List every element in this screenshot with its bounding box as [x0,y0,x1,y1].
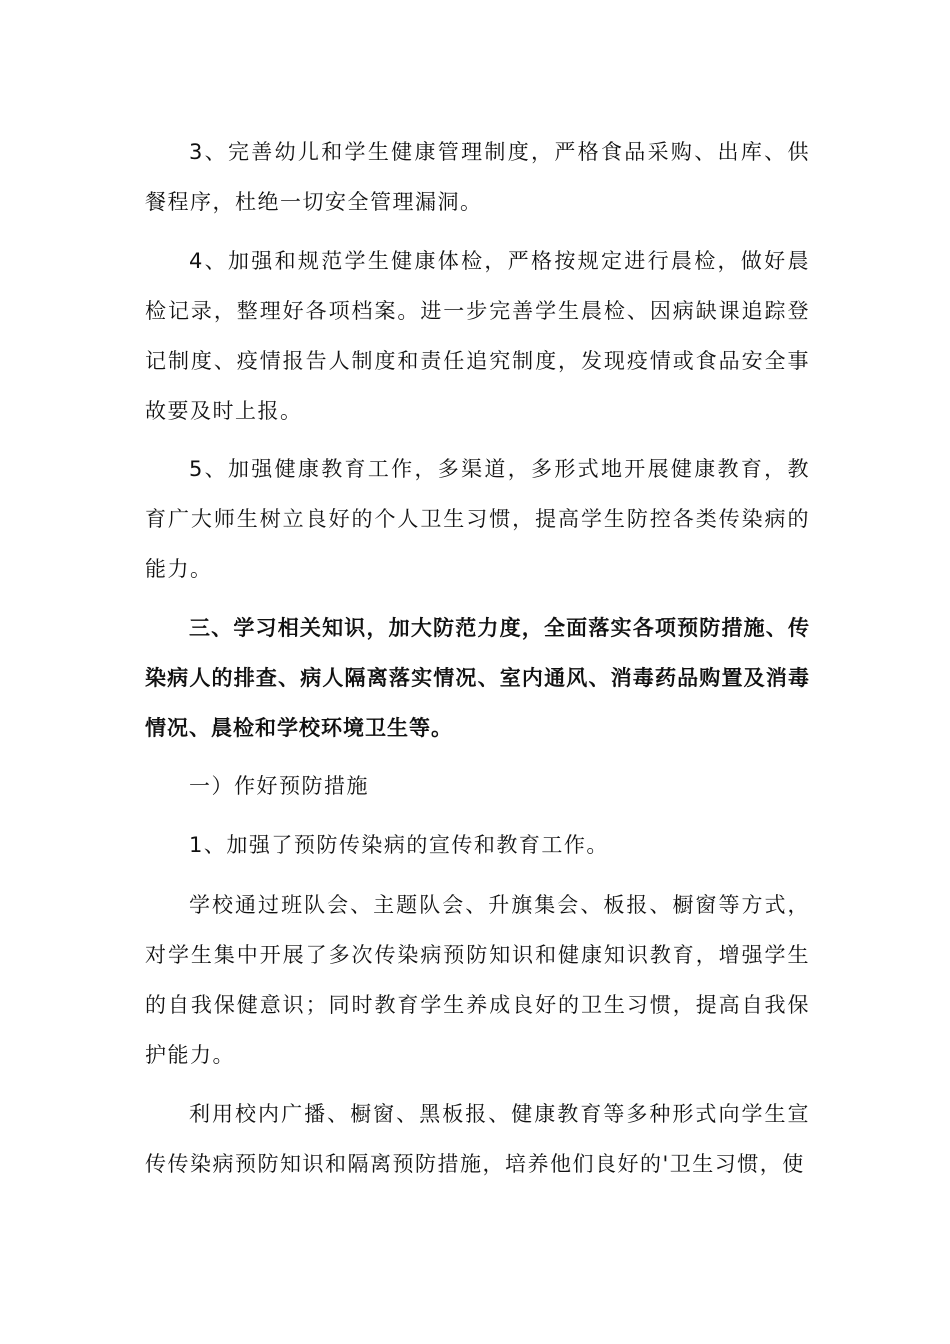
paragraph-broadcast-publicity: 利用校内广播、橱窗、黑板报、健康教育等多种形式向学生宣传传染病预防知识和隔离预防措施，培养他们良好的'卫生习惯，使 [145,1102,810,1176]
paragraph-school-education: 学校通过班队会、主题队会、升旗集会、板报、橱窗等方式，对学生集中开展了多次传染病预防知识和健康知识教育，增强学生的自我保健意识；同时教育学生养成良好的卫生习惯，提高自我保护能力。 [145,893,810,1067]
subsection-heading: 一）作好预防措施 [189,774,369,798]
paragraph-item-5: 5、加强健康教育工作，多渠道，多形式地开展健康教育，教育广大师生树立良好的个人卫生习惯，提高学生防控各类传染病的能力。 [145,457,810,581]
section-heading-3: 三、学习相关知识，加大防范力度，全面落实各项预防措施、传染病人的排查、病人隔离落实情况、室内通风、消毒药品购置及消毒情况、晨检和学校环境卫生等。 [145,616,810,740]
paragraph-item-3: 3、完善幼儿和学生健康管理制度，严格食品采购、出库、供餐程序，杜绝一切安全管理漏洞。 [145,140,810,214]
paragraph-item-4: 4、加强和规范学生健康体检，严格按规定进行晨检，做好晨检记录，整理好各项档案。进一步完善学生晨检、因病缺课追踪登记制度、疫情报告人制度和责任追究制度，发现疫情或食品安全事故要及时上报。 [145,249,810,423]
paragraph-item-1: 1、加强了预防传染病的宣传和教育工作。 [189,833,609,857]
